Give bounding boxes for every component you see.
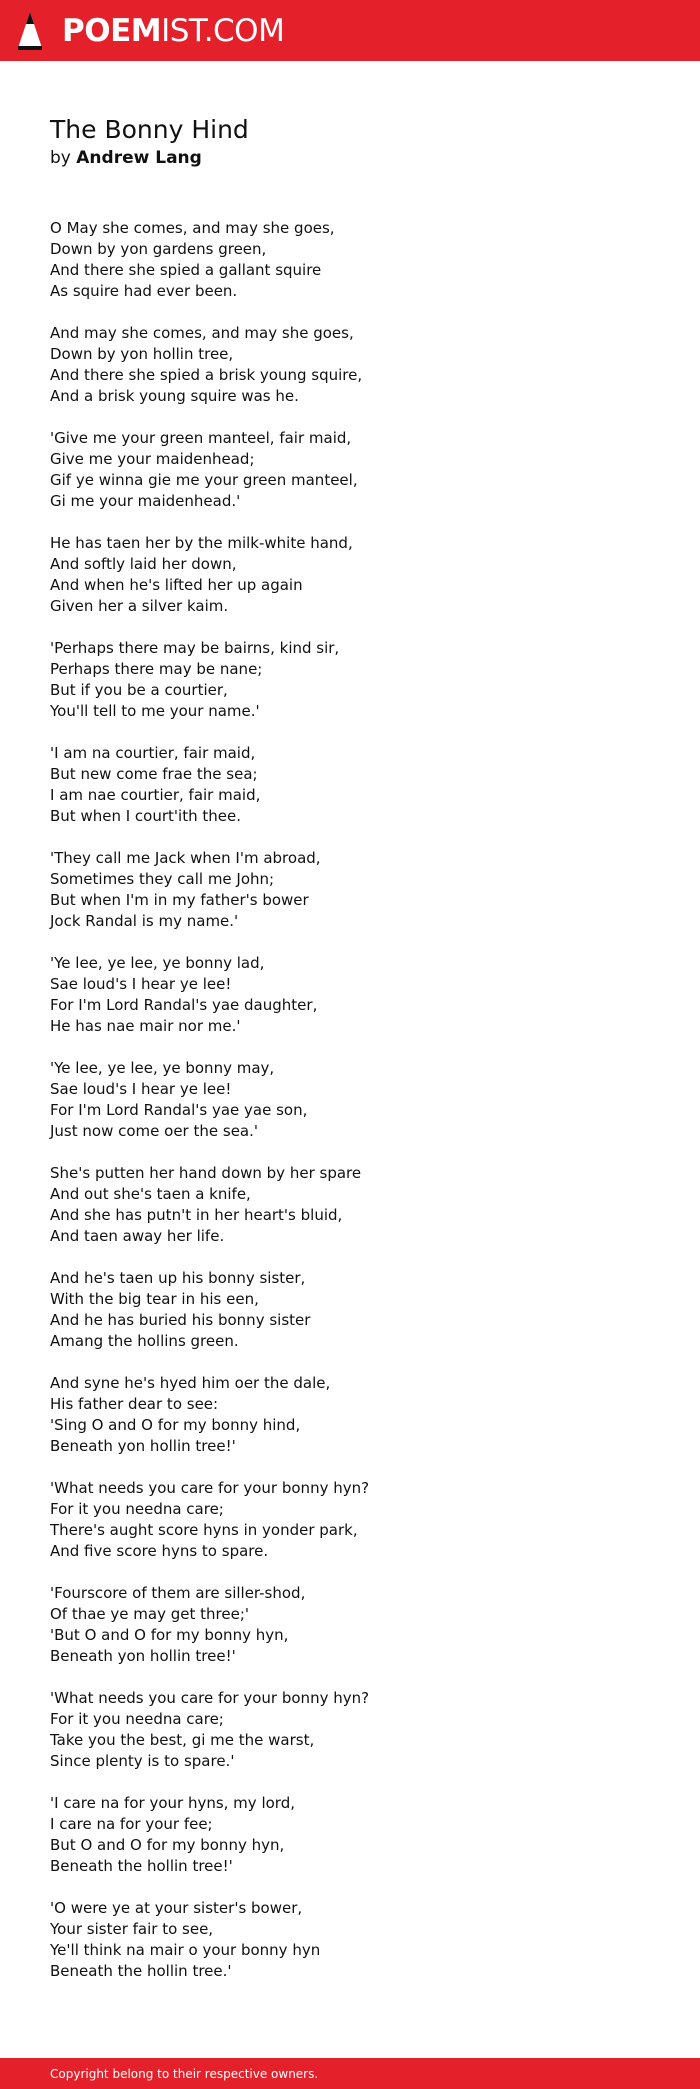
footer-copyright: Copyright belong to their respective owners. xyxy=(50,2067,319,2081)
poem-line: Down by yon gardens green, xyxy=(50,240,267,258)
poem-line: Jock Randal is my name.' xyxy=(50,912,239,930)
poem-line: 'But O and O for my bonny hyn, xyxy=(50,1626,289,1644)
poem-line: There's aught score hyns in yonder park, xyxy=(50,1521,358,1539)
poem-stanza xyxy=(50,953,650,1037)
poem-line: But when I'm in my father's bower xyxy=(50,891,309,909)
poem-line: And when he's lifted her up again xyxy=(50,576,303,594)
poem-line: And he has buried his bonny sister xyxy=(50,1311,311,1329)
poem-line: For it you needna care; xyxy=(50,1500,224,1518)
poem-stanza xyxy=(50,428,650,512)
poem-line: 'Fourscore of them are siller-shod, xyxy=(50,1584,306,1602)
poem-line: Gif ye winna gie me your green manteel, xyxy=(50,471,358,489)
poem-author[interactable]: Andrew Lang xyxy=(76,148,202,168)
poem-line: Beneath the hollin tree!' xyxy=(50,1857,233,1875)
poem-line: Perhaps there may be nane; xyxy=(50,660,263,678)
poem-line: But O and O for my bonny hyn, xyxy=(50,1836,285,1854)
poem-line: And out she's taen a knife, xyxy=(50,1185,251,1203)
poem-body xyxy=(50,218,650,2003)
poem-stanza xyxy=(50,1688,650,1772)
poem-line: 'O were ye at your sister's bower, xyxy=(50,1899,303,1917)
poem-stanza xyxy=(50,1478,650,1562)
poem-line: And five score hyns to spare. xyxy=(50,1542,269,1560)
poem-line: Give me your maidenhead; xyxy=(50,450,255,468)
poem-line: But when I court'ith thee. xyxy=(50,807,241,825)
poem-line: O May she comes, and may she goes, xyxy=(50,219,335,237)
poem-line: I care na for your fee; xyxy=(50,1815,213,1833)
poem-line: With the big tear in his een, xyxy=(50,1290,259,1308)
poem-line: Beneath the hollin tree.' xyxy=(50,1962,232,1980)
poem-line: She's putten her hand down by her spare xyxy=(50,1164,362,1182)
poem-line: But new come frae the sea; xyxy=(50,765,258,783)
poem-stanza xyxy=(50,743,650,827)
poem-line: For it you needna care; xyxy=(50,1710,224,1728)
poem-line: But if you be a courtier, xyxy=(50,681,228,699)
poem-line: Sae loud's I hear ye lee! xyxy=(50,1080,232,1098)
poem-stanza xyxy=(50,218,650,302)
poem-stanza xyxy=(50,1373,650,1457)
poem-line: 'Ye lee, ye lee, ye bonny lad, xyxy=(50,954,265,972)
poem-line: 'I care na for your hyns, my lord, xyxy=(50,1794,295,1812)
poem-line: Your sister fair to see, xyxy=(50,1920,214,1938)
poem-line: Take you the best, gi me the warst, xyxy=(50,1731,315,1749)
poem-stanza xyxy=(50,1793,650,1877)
poem-line: And may she comes, and may she goes, xyxy=(50,324,354,342)
poem-stanza xyxy=(50,1268,650,1352)
logo-text xyxy=(62,10,284,52)
poem-stanza xyxy=(50,533,650,617)
poem-line: And softly laid her down, xyxy=(50,555,237,573)
poem-line: You'll tell to me your name.' xyxy=(50,702,260,720)
poem-line: Gi me your maidenhead.' xyxy=(50,492,241,510)
poem-line: And there she spied a brisk young squire, xyxy=(50,366,363,384)
poem-line: I am nae courtier, fair maid, xyxy=(50,786,261,804)
poem-line: And syne he's hyed him oer the dale, xyxy=(50,1374,331,1392)
poem-line: His father dear to see: xyxy=(50,1395,219,1413)
poem-stanza xyxy=(50,1898,650,1982)
poem-line: And a brisk young squire was he. xyxy=(50,387,299,405)
poem-line: Beneath yon hollin tree!' xyxy=(50,1437,236,1455)
poem-stanza xyxy=(50,1058,650,1142)
poem-line: And he's taen up his bonny sister, xyxy=(50,1269,306,1287)
poem-line: Since plenty is to spare.' xyxy=(50,1752,235,1770)
poem-line: 'I am na courtier, fair maid, xyxy=(50,744,256,762)
poem-line: Given her a silver kaim. xyxy=(50,597,229,615)
poem-line: And she has putn't in her heart's bluid, xyxy=(50,1206,343,1224)
byline-prefix: by xyxy=(50,148,71,168)
poem-line: 'What needs you care for your bonny hyn? xyxy=(50,1689,370,1707)
logo-text-bold: POEM xyxy=(62,13,162,49)
poem-line: 'Sing O and O for my bonny hind, xyxy=(50,1416,301,1434)
poem-line: 'They call me Jack when I'm abroad, xyxy=(50,849,321,867)
poem-line: Ye'll think na mair o your bonny hyn xyxy=(50,1941,321,1959)
poem-stanza xyxy=(50,638,650,722)
poem-line: For I'm Lord Randal's yae yae son, xyxy=(50,1101,308,1119)
logo-text-light: IST.COM xyxy=(161,13,285,49)
poem-line: 'What needs you care for your bonny hyn? xyxy=(50,1479,370,1497)
poem-line: For I'm Lord Randal's yae daughter, xyxy=(50,996,318,1014)
site-logo[interactable] xyxy=(16,10,284,52)
poem-line: 'Give me your green manteel, fair maid, xyxy=(50,429,352,447)
poem-line: Down by yon hollin tree, xyxy=(50,345,234,363)
poem-title: The Bonny Hind xyxy=(50,115,249,144)
poem-line: Sae loud's I hear ye lee! xyxy=(50,975,232,993)
poem-line: Sometimes they call me John; xyxy=(50,870,275,888)
poem-stanza xyxy=(50,323,650,407)
poem-line: Beneath yon hollin tree!' xyxy=(50,1647,236,1665)
poem-stanza xyxy=(50,1163,650,1247)
poem-line: And taen away her life. xyxy=(50,1227,225,1245)
site-footer xyxy=(0,2058,700,2089)
poem-line: Just now come oer the sea.' xyxy=(50,1122,259,1140)
pencil-icon xyxy=(16,10,44,52)
poem-line: Amang the hollins green. xyxy=(50,1332,239,1350)
poem-stanza xyxy=(50,848,650,932)
poem-line: Of thae ye may get three;' xyxy=(50,1605,250,1623)
poem-line: 'Perhaps there may be bairns, kind sir, xyxy=(50,639,340,657)
poem-line: As squire had ever been. xyxy=(50,282,238,300)
poem-stanza xyxy=(50,1583,650,1667)
poem-line: 'Ye lee, ye lee, ye bonny may, xyxy=(50,1059,275,1077)
site-header xyxy=(0,0,700,61)
poem-line: He has taen her by the milk-white hand, xyxy=(50,534,353,552)
poem-byline xyxy=(50,147,202,169)
poem-line: And there she spied a gallant squire xyxy=(50,261,322,279)
poem-line: He has nae mair nor me.' xyxy=(50,1017,241,1035)
